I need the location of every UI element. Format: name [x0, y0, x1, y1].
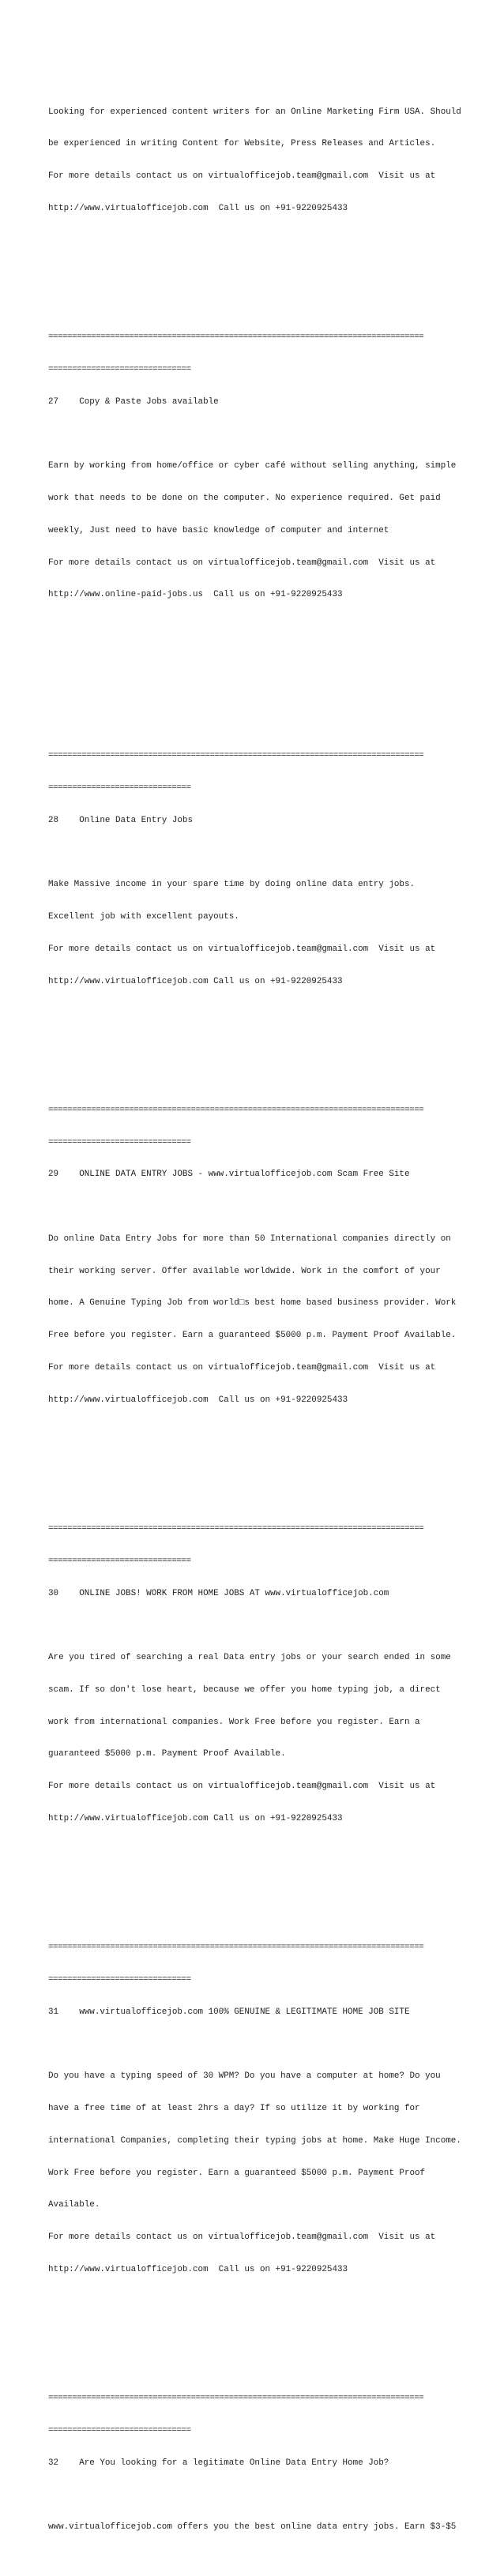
text-line: For more details contact us on virtualofficejob.team@gmail.com Visit us at: [48, 1782, 436, 1792]
spacer: [48, 257, 459, 268]
spacer: [48, 644, 459, 655]
text-line: Do you have a typing speed of 30 WPM? Do you have a computer at home? Do you: [48, 2071, 441, 2082]
separator-rule: ==============================: [48, 2425, 191, 2435]
text-line: Are you tired of searching a real Data entry jobs or your search ended in some: [48, 1653, 451, 1663]
text-line: Excellent job with excellent payouts.: [48, 912, 239, 922]
text-line: home. A Genuine Typing Job from world□s best home based business provider. Work: [48, 1298, 457, 1309]
job-title: 28 Online Data Entry Jobs: [48, 815, 193, 825]
text-line: be experienced in writing Content for Website, Press Releases and Articles.: [48, 139, 436, 149]
separator-rule: ==============================: [48, 783, 191, 793]
text-line: www.virtualofficejob.com offers you the best online data entry jobs. Earn $3-$5: [48, 2522, 457, 2533]
text-line: http://www.online-paid-jobs.us Call us on +91-9220925433: [48, 590, 343, 600]
separator-rule: ==============================: [48, 364, 191, 374]
text-line: Work Free before you register. Earn a guaranteed $5000 p.m. Payment Proof: [48, 2168, 426, 2178]
text-line: For more details contact us on virtualofficejob.team@gmail.com Visit us at: [48, 558, 436, 568]
text-line: have a free time of at least 2hrs a day? If so utilize it by working for: [48, 2104, 420, 2113]
separator-rule: ===============================================================================: [48, 1943, 424, 1953]
job-listing-28: [48, 730, 459, 1008]
text-line: Earn by working from home/office or cyber café without selling anything, simple: [48, 461, 457, 471]
job-title: 32 Are You looking for a legitimate Online Data Entry Home Job?: [48, 2458, 389, 2468]
separator-rule: ==============================: [48, 1137, 191, 1147]
text-line: work that needs to be done on the computer. No experience required. Get paid: [48, 493, 441, 503]
text-line: For more details contact us on virtualofficejob.team@gmail.com Visit us at: [48, 171, 436, 182]
text-line: Do online Data Entry Jobs for more than 50 International companies directly on: [48, 1234, 451, 1244]
separator-rule: ==============================: [48, 1556, 191, 1566]
text-line: For more details contact us on virtualofficejob.team@gmail.com Visit us at: [48, 1363, 436, 1373]
spacer: [48, 2319, 459, 2330]
job-title: 31 www.virtualofficejob.com 100% GENUINE & LEGITIMATE HOME JOB SITE: [48, 2007, 410, 2017]
separator-rule: ===============================================================================: [48, 751, 424, 761]
text-line: work from international companies. Work Free before you register. Earn a: [48, 1717, 420, 1727]
job-listing-29: [48, 1084, 459, 1428]
spacer: [48, 1031, 459, 1042]
spacer: [48, 2039, 459, 2050]
spacer: [48, 1868, 459, 1879]
text-line: For more details contact us on virtualofficejob.team@gmail.com Visit us at: [48, 2232, 436, 2243]
text-line: For more details contact us on virtualofficejob.team@gmail.com Visit us at: [48, 944, 436, 954]
spacer: [48, 1449, 459, 1460]
spacer: [48, 2490, 459, 2501]
text-line: Free before you register. Earn a guaranteed $5000 p.m. Payment Proof Available.: [48, 1331, 457, 1341]
text-line: Available.: [48, 2200, 100, 2210]
text-line: Make Massive income in your spare time by doing online data entry jobs.: [48, 880, 416, 890]
document-page: [48, 43, 459, 2576]
text-line: http://www.virtualofficejob.com Call us on +91-9220925433: [48, 2264, 348, 2274]
text-line: international Companies, completing their typing jobs at home. Make Huge Income.: [48, 2135, 461, 2146]
separator-rule: ===============================================================================: [48, 1105, 424, 1115]
text-line: http://www.virtualofficejob.com Call us on +91-9220925433: [48, 1395, 348, 1405]
text-line: http://www.virtualofficejob.com Call us on +91-9220925433: [48, 976, 343, 986]
separator-rule: ==============================: [48, 1974, 191, 1985]
text-line: http://www.virtualofficejob.com Call us on +91-9220925433: [48, 203, 348, 213]
text-line: guaranteed $5000 p.m. Payment Proof Available.: [48, 1749, 286, 1759]
text-line: their working server. Offer available worldwide. Work in the comfort of your: [48, 1266, 441, 1276]
job-title: 29 ONLINE DATA ENTRY JOBS - www.virtualofficejob.com Scam Free Site: [48, 1170, 410, 1180]
separator-rule: ===============================================================================: [48, 2394, 424, 2404]
job-listing-27: [48, 311, 459, 622]
separator-rule: ===============================================================================: [48, 1523, 424, 1534]
job-title: 30 ONLINE JOBS! WORK FROM HOME JOBS AT www.virtualofficejob.com: [48, 1588, 389, 1598]
job-listing-31: [48, 1921, 459, 2297]
job-listing-30: [48, 1503, 459, 1846]
intro-paragraph: [48, 85, 459, 235]
separator-rule: ===============================================================================: [48, 332, 424, 343]
text-line: Looking for experienced content writers for an Online Marketing Firm USA. Should: [48, 107, 461, 117]
spacer: [48, 1620, 459, 1632]
spacer: [48, 1202, 459, 1213]
spacer: [48, 429, 459, 440]
text-line: weekly, Just need to have basic knowledge of computer and internet: [48, 525, 389, 535]
text-line: http://www.virtualofficejob.com Call us on +91-9220925433: [48, 1813, 343, 1823]
spacer: [48, 848, 459, 859]
spacer: [48, 676, 459, 687]
job-title: 27 Copy & Paste Jobs available: [48, 396, 219, 407]
job-listing-32: [48, 2372, 459, 2555]
text-line: scam. If so don't lose heart, because we offer you home typing job, a direct: [48, 1684, 441, 1695]
